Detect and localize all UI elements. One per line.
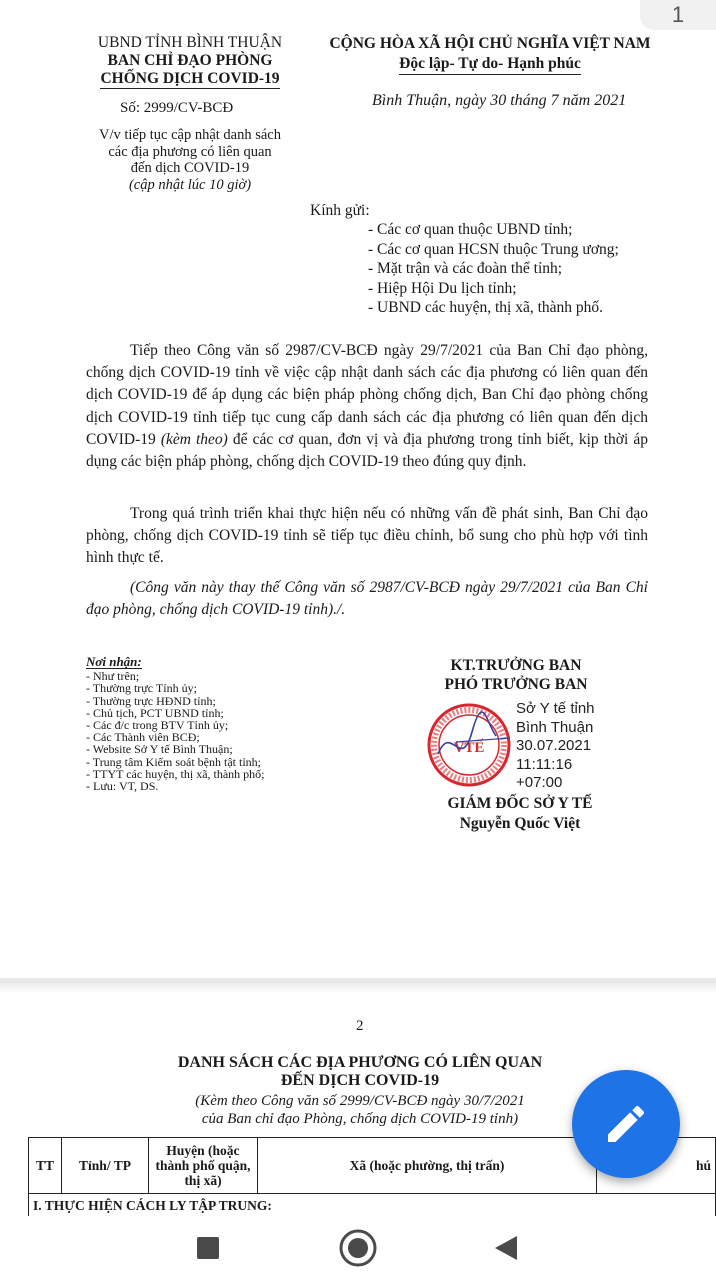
circle-icon xyxy=(338,1228,378,1268)
official-stamp-seal xyxy=(426,702,512,788)
list-title-line-1: DANH SÁCH CÁC ĐỊA PHƯƠNG CÓ LIÊN QUAN xyxy=(177,1054,543,1071)
doc-date: Bình Thuận, ngày 30 tháng 7 năm 2021 xyxy=(372,92,627,109)
addressee-item: - UBND các huyện, thị xã, thành phố. xyxy=(368,299,604,316)
recipient-item: - Các đ/c trong BTV Tỉnh ủy; xyxy=(86,718,229,733)
signer-block xyxy=(420,794,620,834)
agency-line-3-wrap xyxy=(70,70,310,89)
agency-header xyxy=(70,34,310,89)
page-number: 2 xyxy=(356,1018,364,1034)
doc-number: Số: 2999/CV-BCĐ xyxy=(120,100,234,116)
page-divider-shadow xyxy=(0,983,716,993)
digital-sig-line: Bình Thuận xyxy=(516,718,594,736)
col-header-tt: TT xyxy=(29,1138,62,1194)
paragraph-1-text-b: để các cơ quan, đơn vị và địa phương trong tỉnh biết, kịp thời áp dụng các biện pháp phòng, chống dịch COVID-19 theo đúng quy định. xyxy=(86,430,648,471)
edit-pencil-icon xyxy=(602,1100,650,1148)
list-subtitle-line-2: của Ban chỉ đạo Phòng, chống dịch COVID-19 tỉnh) xyxy=(201,1111,519,1127)
agency-line-2: BAN CHỈ ĐẠO PHÒNG xyxy=(107,52,273,69)
system-nav-bar xyxy=(0,1216,716,1280)
recipient-item: - Chủ tịch, PCT UBND tỉnh; xyxy=(86,705,224,720)
recipients-block xyxy=(86,656,265,792)
signer-name: Nguyễn Quốc Việt xyxy=(459,815,581,832)
recipient-item: - Các Thành viên BCĐ; xyxy=(86,730,200,745)
motto-wrap xyxy=(306,54,674,75)
recipient-item: - Như trên; xyxy=(86,669,140,684)
recipient-item: - Trung tâm Kiểm soát bệnh tật tỉnh; xyxy=(86,754,261,769)
back-button[interactable] xyxy=(474,1216,538,1280)
recipient-item: - Thường trực HĐND tỉnh; xyxy=(86,693,216,708)
paragraph-1-text-a: Tiếp theo Công văn số 2987/CV-BCĐ ngày 29/7/2021 của Ban Chỉ đạo phòng, chống dịch COVID-19 tỉnh về việc cập nhật danh sách các địa phương có liên quan đến dịch COVID-19 để áp dụng các biện pháp phòng chống dịch, Ban Chỉ đạo phòng chống dịch COVID-19 tỉnh tiếp tục cung cấp danh sách các địa phương có liên quan đến dịch COVID-19 xyxy=(86,342,648,448)
addressee-item: - Các cơ quan thuộc UBND tỉnh; xyxy=(368,221,573,238)
signature-heading xyxy=(410,656,622,694)
country-name: CỘNG HÒA XÃ HỘI CHỦ NGHĨA VIỆT NAM xyxy=(329,35,651,52)
section-heading: I. THỰC HIỆN CÁCH LY TẬP TRUNG: xyxy=(29,1194,716,1218)
paragraph-1-italic: (kèm theo) xyxy=(160,430,228,448)
recent-apps-button[interactable] xyxy=(176,1216,240,1280)
agency-line-1: UBND TỈNH BÌNH THUẬN xyxy=(97,34,283,51)
col-header-commune: Xã (hoặc phường, thị trấn) xyxy=(258,1138,597,1194)
col-header-note: hú xyxy=(597,1138,716,1194)
recipient-item: - Website Sở Y tế Bình Thuận; xyxy=(86,742,233,757)
table-section-row xyxy=(29,1194,716,1218)
paragraph-2-text: Trong quá trình triển khai thực hiện nếu có những vấn đề phát sinh, Ban Chỉ đạo phòng, chống dịch COVID-19 tỉnh sẽ tiếp tục điều chỉnh, bổ sung cho phù hợp với tình hình thực tế. xyxy=(86,505,648,567)
square-icon xyxy=(196,1236,220,1260)
recipient-item: - Lưu: VT, DS. xyxy=(86,779,159,794)
col-header-province: Tỉnh/ TP xyxy=(62,1138,149,1194)
motto: Độc lập- Tự do- Hạnh phúc xyxy=(399,54,581,75)
addressee-list xyxy=(368,220,619,318)
digital-sig-line: 30.07.2021 xyxy=(516,737,592,755)
national-header xyxy=(306,34,674,75)
recipient-item: - TTYT các huyện, thị xã, thành phố; xyxy=(86,766,265,781)
agency-line-3: CHỐNG DỊCH COVID-19 xyxy=(100,70,280,87)
list-subtitle-line-1: (Kèm theo Công văn số 2999/CV-BCĐ ngày 30/7/2021 xyxy=(195,1093,525,1109)
digital-sig-line: Sở Y tế tỉnh xyxy=(516,700,595,717)
paragraph-3-text: (Công văn này thay thế Công văn số 2987/CV-BCĐ ngày 29/7/2021 của Ban Chỉ đạo phòng, chống dịch COVID-19 tỉnh)./. xyxy=(86,579,648,619)
home-button[interactable] xyxy=(326,1216,390,1280)
signature-line-2: PHÓ TRƯỞNG BAN xyxy=(444,676,588,693)
digital-signature-info xyxy=(516,700,595,793)
paragraph-2 xyxy=(86,503,648,570)
triangle-back-icon xyxy=(493,1234,519,1262)
signer-title: GIÁM ĐỐC SỞ Y TẾ xyxy=(447,795,593,812)
subject-line-3: đến dịch COVID-19 xyxy=(130,160,250,176)
paragraph-1 xyxy=(86,340,648,473)
recipients-title: Nơi nhận: xyxy=(86,654,142,669)
addressee-item: - Mặt trận và các đoàn thể tỉnh; xyxy=(368,260,563,277)
addressee-item: - Các cơ quan HCSN thuộc Trung ương; xyxy=(368,240,619,258)
addressee-label: Kính gửi: xyxy=(310,202,370,219)
edit-fab-button[interactable] xyxy=(572,1070,680,1178)
subject-note: (cập nhật lúc 10 giờ) xyxy=(128,176,252,193)
digital-sig-line: +07:00 xyxy=(516,774,563,792)
addressee-item: - Hiệp Hội Du lịch tỉnh; xyxy=(368,279,517,297)
list-subtitle xyxy=(80,1092,640,1128)
signature-line-1: KT.TRƯỞNG BAN xyxy=(450,657,582,674)
page-indicator: 1 xyxy=(640,0,716,30)
subject-line-2: các địa phương có liên quan xyxy=(108,143,272,160)
list-title-line-2: ĐẾN DỊCH COVID-19 xyxy=(280,1072,440,1089)
subject xyxy=(70,127,310,193)
paragraph-3 xyxy=(86,577,648,621)
col-header-district: Huyện (hoặc thành phố quận, thị xã) xyxy=(149,1138,258,1194)
digital-sig-line: 11:11:16 xyxy=(516,755,573,773)
stamp-text: VTẾ xyxy=(453,740,485,756)
subject-line-1: V/v tiếp tục cập nhật danh sách xyxy=(99,127,281,143)
recipient-item: - Thường trực Tỉnh ủy; xyxy=(86,681,197,696)
list-title xyxy=(80,1054,640,1090)
